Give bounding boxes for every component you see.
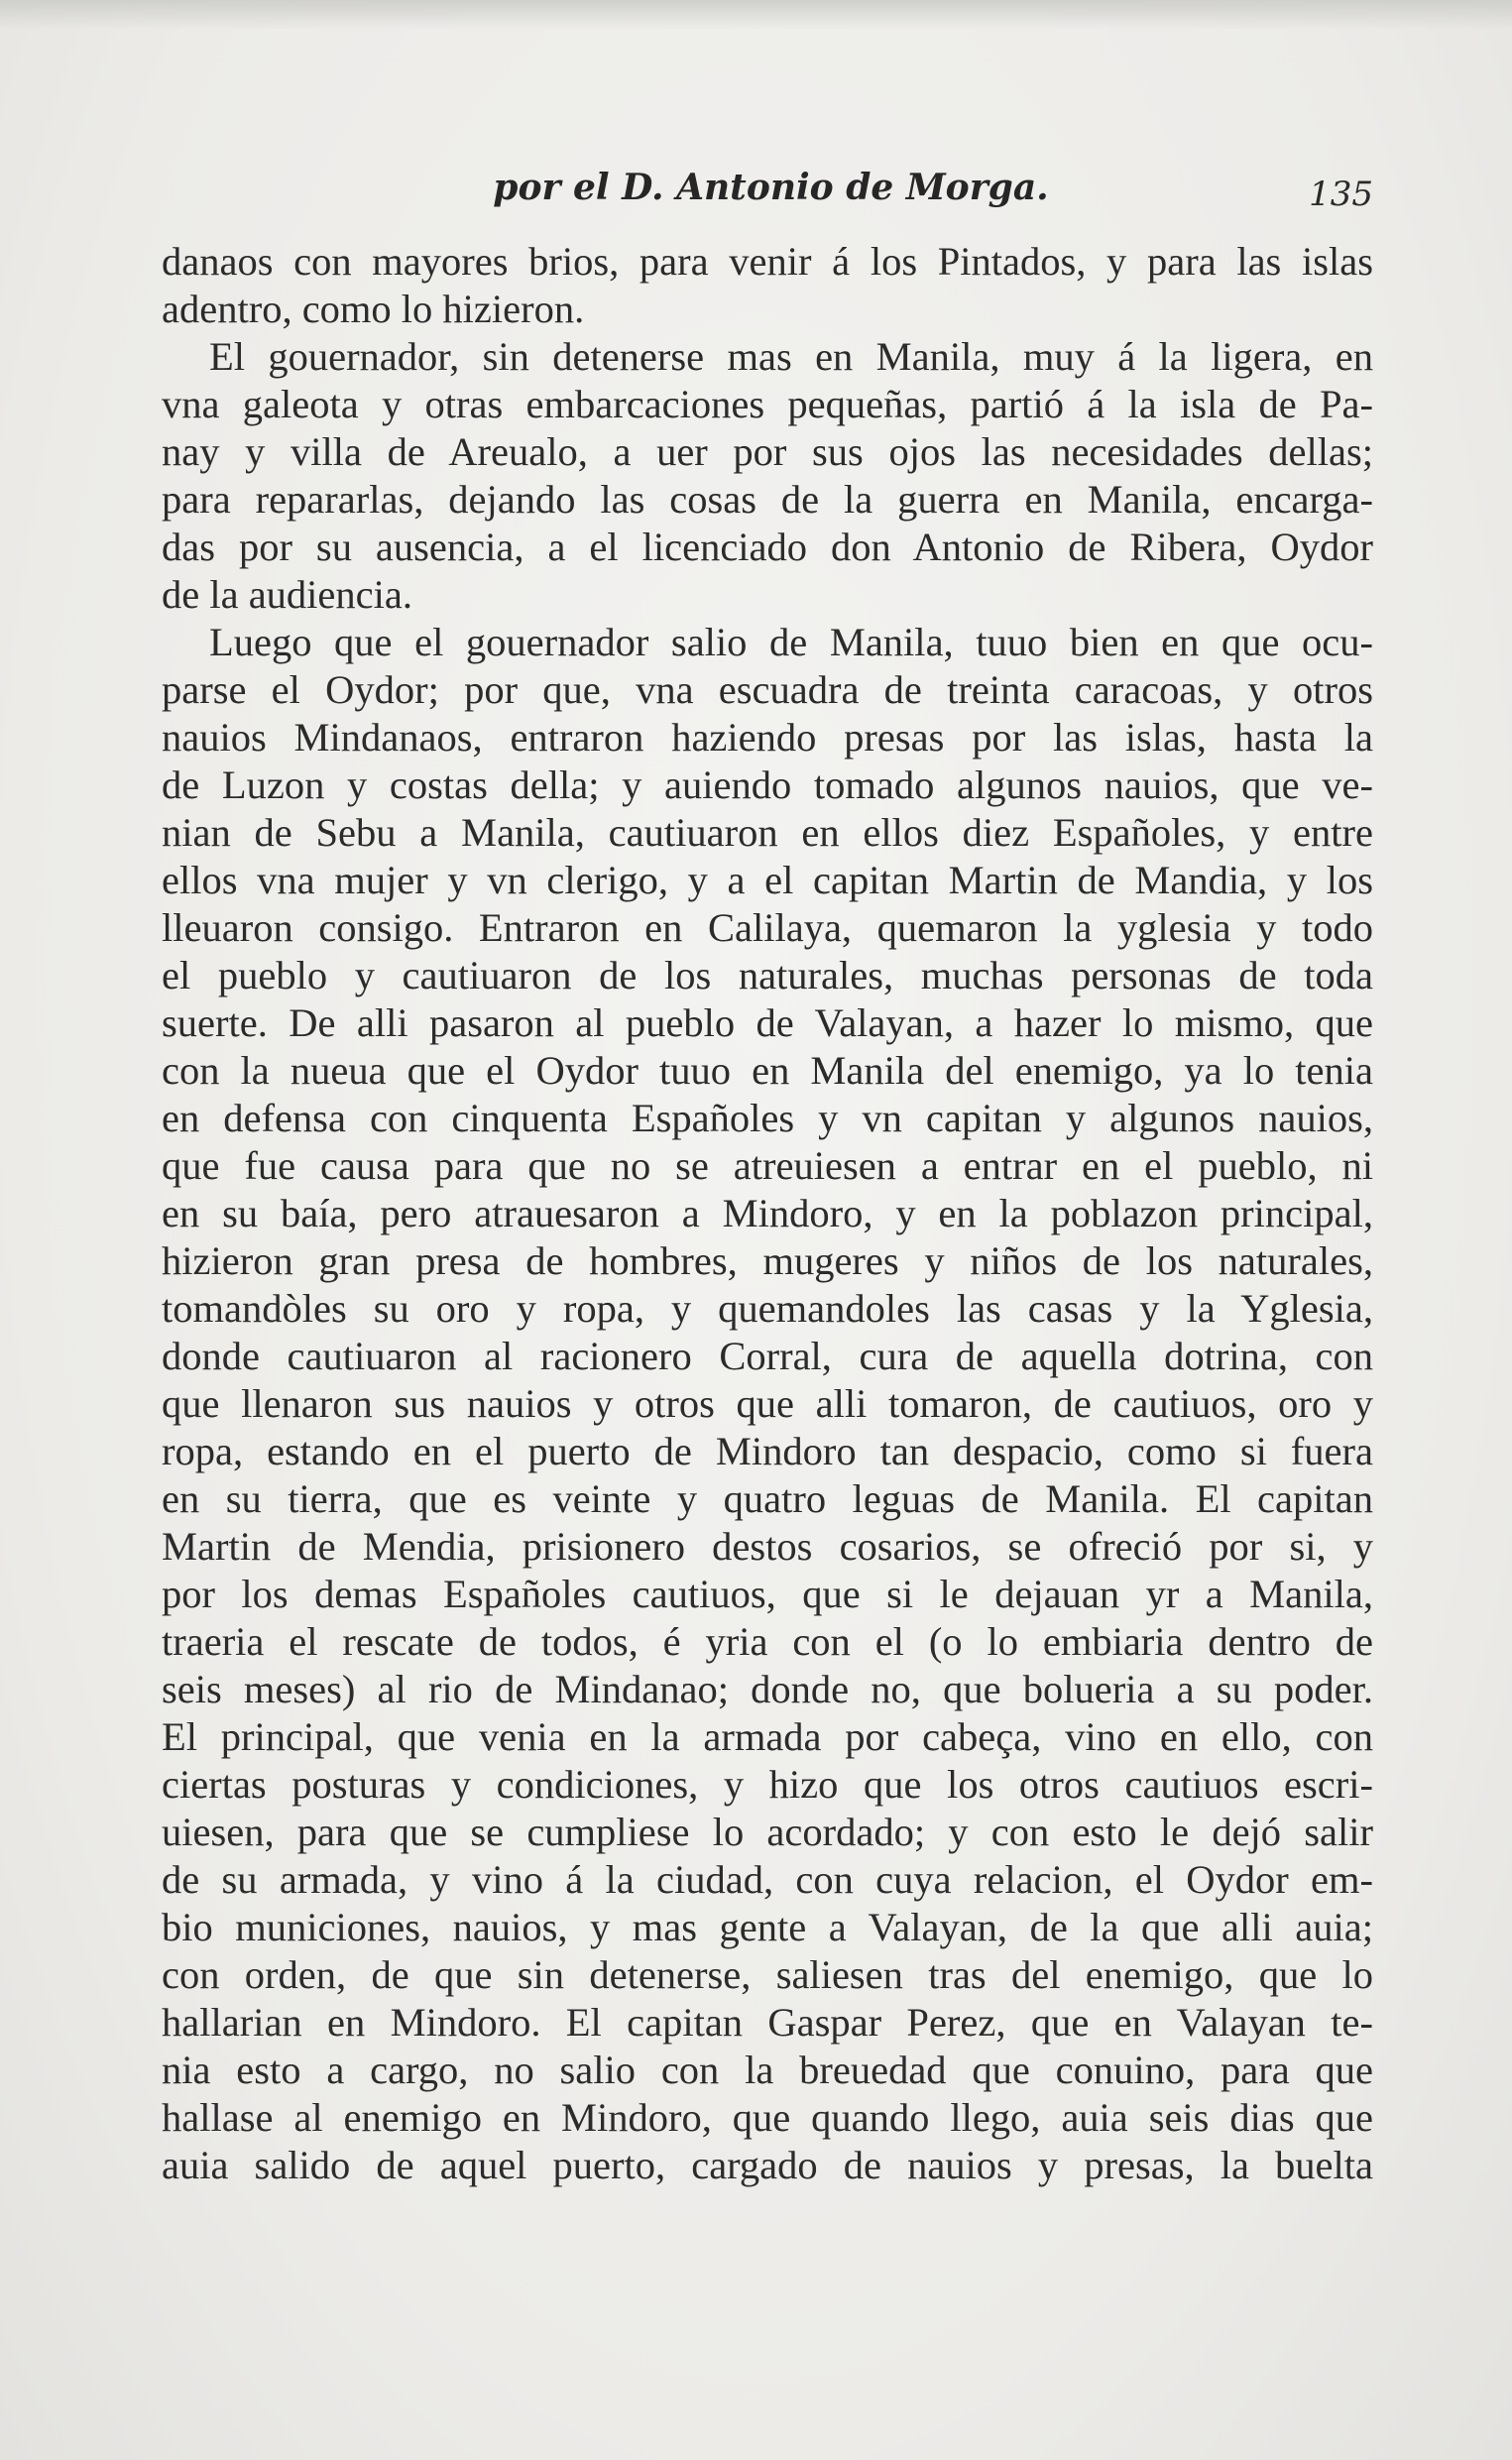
text-line: con orden, de que sin detenerse, saliesen tras del enemigo, que lo	[162, 1952, 1373, 1997]
text-line: das por su ausencia, a el licenciado don Antonio de Ribera, Oydor	[162, 525, 1373, 569]
text-line: en su tierra, que es veinte y quatro leguas de Manila. El capitan	[162, 1476, 1373, 1521]
text-line: hizieron gran presa de hombres, mugeres y niños de los naturales,	[162, 1238, 1373, 1283]
page-header	[169, 167, 1373, 226]
text-line: nay y villa de Areualo, a uer por sus ojos las necesidades dellas;	[162, 429, 1373, 474]
text-line: en defensa con cinquenta Españoles y vn capitan y algunos nauios,	[162, 1096, 1373, 1140]
text-line: que llenaron sus nauios y otros que alli tomaron, de cautiuos, oro y	[162, 1381, 1373, 1426]
text-line: con la nueua que el Oydor tuuo en Manila del enemigo, ya lo tenia	[162, 1048, 1373, 1093]
text-line: de Luzon y costas della; y auiendo tomado algunos nauios, que ve-	[162, 762, 1373, 807]
text-line: Luego que el gouernador salio de Manila, tuuo bien en que ocu-	[209, 620, 1373, 664]
text-line: uiesen, para que se cumpliese lo acordado; y con esto le dejó salir	[162, 1810, 1373, 1854]
text-line: ropa, estando en el puerto de Mindoro tan despacio, como si fuera	[162, 1429, 1373, 1473]
text-line: tomandòles su oro y ropa, y quemandoles las casas y la Yglesia,	[162, 1286, 1373, 1331]
text-line: adentro, como lo hizieron.	[162, 287, 585, 331]
scan-edge-shadow	[0, 0, 1512, 30]
text-line: nauios Mindanaos, entraron haziendo presas por las islas, hasta la	[162, 715, 1373, 760]
text-line: de su armada, y vino á la ciudad, con cuya relacion, el Oydor em-	[162, 1857, 1373, 1902]
text-line: traeria el rescate de todos, é yria con el (o lo embiaria dentro de	[162, 1619, 1373, 1664]
text-line: El principal, que venia en la armada por cabeça, vino en ello, con	[162, 1714, 1373, 1759]
text-line: ciertas posturas y condiciones, y hizo que los otros cautiuos escri-	[162, 1762, 1373, 1807]
text-line: nia esto a cargo, no salio con la breuedad que conuino, para que	[162, 2048, 1373, 2092]
text-line: de la audiencia.	[162, 572, 412, 617]
text-line: lleuaron consigo. Entraron en Calilaya, quemaron la yglesia y todo	[162, 905, 1373, 950]
text-line: ellos vna mujer y vn clerigo, y a el capitan Martin de Mandia, y los	[162, 858, 1373, 902]
text-line: hallarian en Mindoro. El capitan Gaspar Perez, que en Valayan te-	[162, 2000, 1373, 2045]
text-line: por los demas Españoles cautiuos, que si le dejauan yr a Manila,	[162, 1572, 1373, 1616]
page-number: 135	[1309, 175, 1373, 214]
text-line: Martin de Mendia, prisionero destos cosarios, se ofreció por si, y	[162, 1524, 1373, 1569]
text-line: el pueblo y cautiuaron de los naturales, muchas personas de toda	[162, 953, 1373, 997]
text-line: hallase al enemigo en Mindoro, que quando llego, auia seis dias que	[162, 2095, 1373, 2140]
running-title: por el D. Antonio de Morga.	[493, 167, 1049, 208]
body-text	[162, 238, 1373, 2189]
text-line: suerte. De alli pasaron al pueblo de Valayan, a hazer lo mismo, que	[162, 1000, 1373, 1045]
text-line: para repararlas, dejando las cosas de la guerra en Manila, encarga-	[162, 477, 1373, 522]
text-line: seis meses) al rio de Mindanao; donde no, que bolueria a su poder.	[162, 1667, 1373, 1711]
text-line: bio municiones, nauios, y mas gente a Valayan, de la que alli auia;	[162, 1905, 1373, 1949]
text-line: parse el Oydor; por que, vna escuadra de treinta caracoas, y otros	[162, 667, 1373, 712]
text-line: nian de Sebu a Manila, cautiuaron en ellos diez Españoles, y entre	[162, 810, 1373, 855]
text-line: vna galeota y otras embarcaciones pequeñas, partió á la isla de Pa-	[162, 382, 1373, 426]
text-line: danaos con mayores brios, para venir á los Pintados, y para las islas	[162, 239, 1373, 284]
text-line: en su baía, pero atrauesaron a Mindoro, y en la poblazon principal,	[162, 1191, 1373, 1235]
text-line: donde cautiuaron al racionero Corral, cura de aquella dotrina, con	[162, 1334, 1373, 1378]
text-line: El gouernador, sin detenerse mas en Manila, muy á la ligera, en	[209, 334, 1373, 379]
text-line: que fue causa para que no se atreuiesen a entrar en el pueblo, ni	[162, 1143, 1373, 1188]
text-line: auia salido de aquel puerto, cargado de nauios y presas, la buelta	[162, 2143, 1373, 2187]
